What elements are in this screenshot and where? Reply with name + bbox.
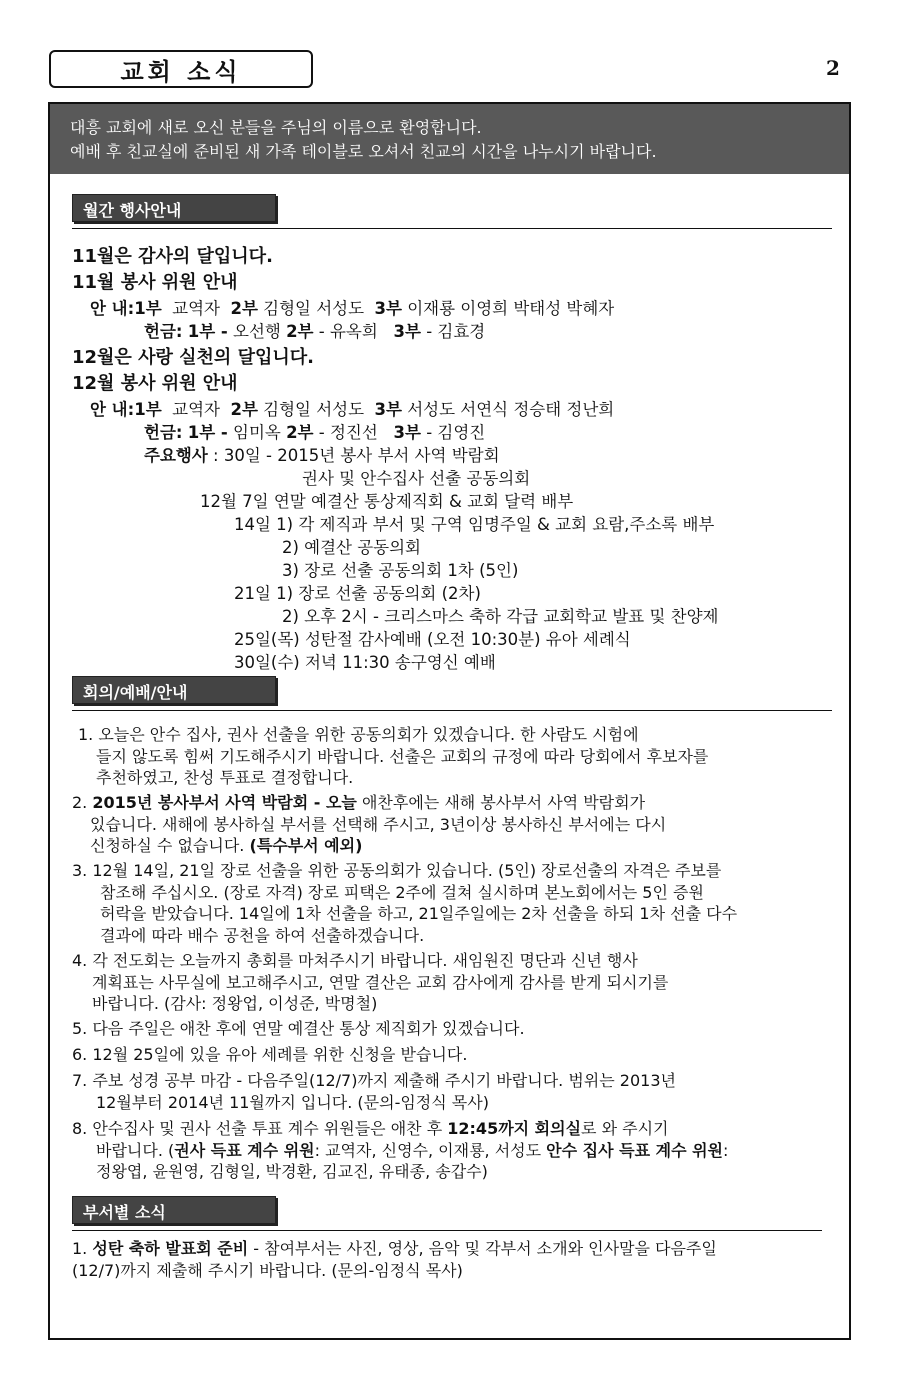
page-number: 2: [826, 56, 840, 80]
event-line-4: 14일 1) 각 제직과 부서 및 구역 임명주일 & 교회 요람,주소록 배부: [234, 515, 715, 534]
content-frame: [48, 102, 851, 1340]
notice-item-5: 5. 다음 주일은 애찬 후에 연말 예결산 통상 제직회가 있겠습니다.: [72, 1019, 525, 1038]
event-line-10: 30일(수) 저녁 11:30 송구영신 예배: [234, 653, 496, 672]
nov-title: 11월은 감사의 달입니다.: [72, 246, 273, 267]
event-line-9: 25일(목) 성탄절 감사예배 (오전 10:30분) 유아 세례식: [234, 630, 631, 649]
section-divider: [72, 228, 832, 229]
welcome-line-2: 예배 후 친교실에 준비된 새 가족 테이블로 오셔서 친교의 시간을 나누시기 바랍니다.: [70, 142, 657, 161]
event-line-7: 21일 1) 장로 선출 공동의회 (2차): [234, 584, 481, 603]
nov-guide-row: 안 내:1부 교역자 2부 김형일 서성도 3부 이재룡 이영희 박태성 박혜자: [90, 299, 615, 318]
nov-subtitle: 11월 봉사 위원 안내: [72, 272, 238, 293]
event-line-8: 2) 오후 2시 - 크리스마스 축하 각급 교회학교 발표 및 찬양제: [282, 607, 719, 626]
section-divider: [72, 710, 832, 711]
welcome-line-1: 대흥 교회에 새로 오신 분들을 주님의 이름으로 환영합니다.: [70, 118, 482, 137]
event-line-2: 권사 및 안수집사 선출 공동의회: [302, 469, 531, 488]
dec-offering-row: 헌금: 1부 - 임미옥 2부 - 정진선 3부 - 김영진: [144, 423, 486, 442]
welcome-banner: [50, 104, 849, 174]
event-line-5: 2) 예결산 공동의회: [282, 538, 421, 557]
notice-item-8: 8. 안수집사 및 권사 선출 투표 계수 위원들은 애찬 후 12:45까지 회의실로 와 주시기 바랍니다. (권사 득표 계수 위원: 교역자, 신영수, 이재룡, 서성도 안수 집사 득표 계수 위원: 정왕엽, 윤원영, 김형일, 박경환, 김교진, 유태종, 송갑수): [72, 1119, 729, 1181]
notice-item-6: 6. 12월 25일에 있을 유아 세례를 위한 신청을 받습니다.: [72, 1045, 468, 1064]
notice-item-4: 4. 각 전도회는 오늘까지 총회를 마쳐주시기 바랍니다. 새임원진 명단과 신년 행사 계획표는 사무실에 보고해주시고, 연말 결산은 교회 감사에게 감사를 받게 되시기를 바랍니다. (감사: 정왕업, 이성준, 박명철): [72, 951, 669, 1013]
event-line-1: 주요행사 : 30일 - 2015년 봉사 부서 사역 박람회: [144, 446, 500, 465]
page-title: 교회 소식: [49, 50, 313, 88]
notice-item-1: 1. 오늘은 안수 집사, 권사 선출을 위한 공동의회가 있겠습니다. 한 사람도 시험에 들지 않도록 힘써 기도해주시기 바랍니다. 선출은 교회의 규정에 따라 당회에서 후보자를 추천하였고, 찬성 투표로 결정합니다.: [78, 725, 709, 787]
nov-offering-row: 헌금: 1부 - 오선행 2부 - 유옥희 3부 - 김효경: [144, 322, 486, 341]
notice-item-3: 3. 12월 14일, 21일 장로 선출을 위한 공동의회가 있습니다. (5인) 장로선출의 자격은 주보를 참조해 주십시오. (장로 자격) 장로 피택은 2주에 걸쳐 실시하며 본노회에서는 5인 증원 허락을 받았습니다. 14일에 1차 선출을 하고, 21일주일에는 2차 선출을 하되 1차 선출 다수 결과에 따라 배수 공천을 하여 선출하겠습니다.: [72, 861, 738, 945]
event-line-6: 3) 장로 선출 공동의회 1차 (5인): [282, 561, 519, 580]
event-line-3: 12월 7일 연말 예결산 통상제직회 & 교회 달력 배부: [200, 492, 574, 511]
section-label-meeting: 회의/예배/안내: [72, 676, 276, 704]
section-label-monthly: 월간 행사안내: [72, 194, 276, 222]
dec-guide-row: 안 내:1부 교역자 2부 김형일 서성도 3부 서성도 서연식 정승태 정난희: [90, 400, 615, 419]
notice-item-7: 7. 주보 성경 공부 마감 - 다음주일(12/7)까지 제출해 주시기 바랍니다. 범위는 2013년 12월부터 2014년 11월까지 입니다. (문의-임정식 목사): [72, 1071, 676, 1112]
section-divider: [72, 1230, 822, 1231]
dec-subtitle: 12월 봉사 위원 안내: [72, 373, 238, 394]
dec-title: 12월은 사랑 실천의 달입니다.: [72, 347, 314, 368]
notice-item-2: 2. 2015년 봉사부서 사역 박람회 - 오늘 애찬후에는 새해 봉사부서 사역 박람회가 있습니다. 새해에 봉사하실 부서를 선택해 주시고, 3년이상 봉사하신 부서에는 다시 신청하실 수 없습니다. (특수부서 예외): [72, 793, 667, 855]
dept-item-1: 1. 성탄 축하 발표회 준비 - 참여부서는 사진, 영상, 음악 및 각부서 소개와 인사말을 다음주일 (12/7)까지 제출해 주시기 바랍니다. (문의-임정식 목사): [72, 1239, 717, 1280]
section-label-dept: 부서별 소식: [72, 1196, 276, 1224]
